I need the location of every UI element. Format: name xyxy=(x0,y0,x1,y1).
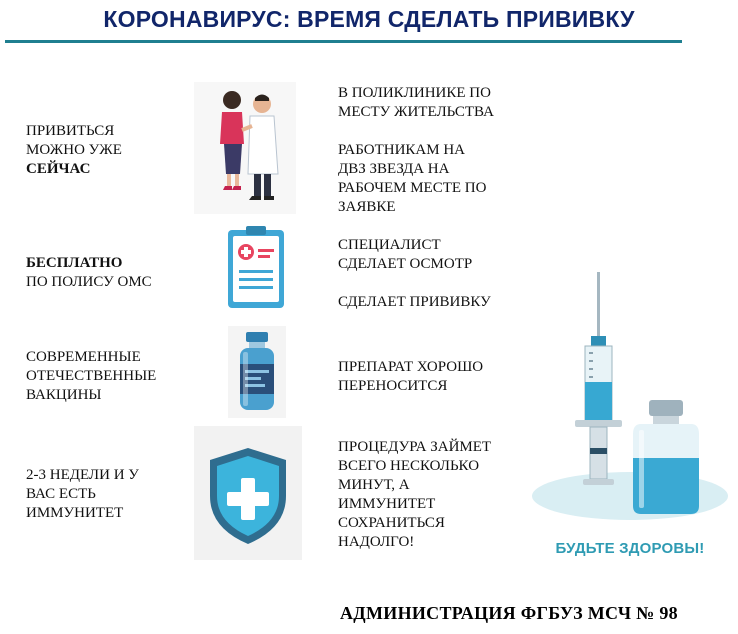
syringe-vial-illustration xyxy=(527,270,733,576)
doctor-patient-icon xyxy=(194,82,296,214)
shield-cross-icon xyxy=(194,426,302,560)
footer-signature: АДМИНИСТРАЦИЯ ФГБУЗ МСЧ № 98 xyxy=(340,603,678,623)
row-3-left-line-2: ОТЕЧЕСТВЕННЫЕ xyxy=(26,368,157,384)
row-4-right-line-1: ПРОЦЕДУРА ЗАЙМЕТ xyxy=(338,439,492,455)
row-4-left-line-3: ИММУНИТЕТ xyxy=(26,505,124,521)
row-1-right-line-6: ЗАЯВКЕ xyxy=(338,199,396,215)
title-divider xyxy=(5,40,682,43)
row-1-right-line-5: РАБОЧЕМ МЕСТЕ ПО xyxy=(338,180,487,196)
row-4-right-line-5: СОХРАНИТЬСЯ xyxy=(338,515,445,531)
row-4-right-line-2: ВСЕГО НЕСКОЛЬКО xyxy=(338,458,480,474)
row-4-left-line-1: 2-3 НЕДЕЛИ И У xyxy=(26,467,139,483)
row-1-left-line-3: СЕЙЧАС xyxy=(26,161,91,177)
row-1-right-text xyxy=(338,84,494,217)
row-2-right-line-2: СДЕЛАЕТ ОСМОТР xyxy=(338,256,473,272)
row-3-right-line-1: ПРЕПАРАТ ХОРОШО xyxy=(338,359,484,375)
row-2-right-line-3: СДЕЛАЕТ ПРИВИВКУ xyxy=(338,294,491,310)
row-3-left-line-1: СОВРЕМЕННЫЕ xyxy=(26,349,141,365)
row-4-right-line-6: НАДОЛГО! xyxy=(338,534,415,550)
row-3-right-line-2: ПЕРЕНОСИТСЯ xyxy=(338,378,448,394)
syringe-vial-icon xyxy=(527,270,733,576)
row-4-right-line-3: МИНУТ, А xyxy=(338,477,410,493)
vaccine-vial-icon xyxy=(228,326,286,418)
row-2-left-line-1: БЕСПЛАТНО xyxy=(26,255,123,271)
row-4-right-text xyxy=(338,438,491,552)
row-1-right-line-1: В ПОЛИКЛИНИКЕ ПО xyxy=(338,85,491,101)
row-1-right-line-2: МЕСТУ ЖИТЕЛЬСТВА xyxy=(338,104,494,120)
row-3-right-text xyxy=(338,358,483,396)
row-3-left-line-3: ВАКЦИНЫ xyxy=(26,387,102,403)
row-1-left-text xyxy=(26,122,122,179)
row-1-right-line-3: РАБОТНИКАМ НА xyxy=(338,142,466,158)
row-2-left-text xyxy=(26,254,152,292)
row-1-left-line-1: ПРИВИТЬСЯ xyxy=(26,123,115,139)
row-4-left-text xyxy=(26,466,139,523)
row-1-left-line-2: МОЖНО УЖЕ xyxy=(26,142,122,158)
row-2-right-line-1: СПЕЦИАЛИСТ xyxy=(338,237,441,253)
row-1-right-line-4: ДВЗ ЗВЕЗДА НА xyxy=(338,161,450,177)
row-4-left-line-2: ВАС ЕСТЬ xyxy=(26,486,96,502)
row-2-right-text xyxy=(338,236,491,312)
row-4-right-line-4: ИММУНИТЕТ xyxy=(338,496,436,512)
row-3-left-text xyxy=(26,348,156,405)
page-title: КОРОНАВИРУС: ВРЕМЯ СДЕЛАТЬ ПРИВИВКУ xyxy=(103,6,635,32)
be-healthy-caption: БУДЬТЕ ЗДОРОВЫ! xyxy=(555,540,705,557)
row-2-left-line-2: ПО ПОЛИСУ ОМС xyxy=(26,274,152,290)
medical-clipboard-icon xyxy=(218,222,294,314)
